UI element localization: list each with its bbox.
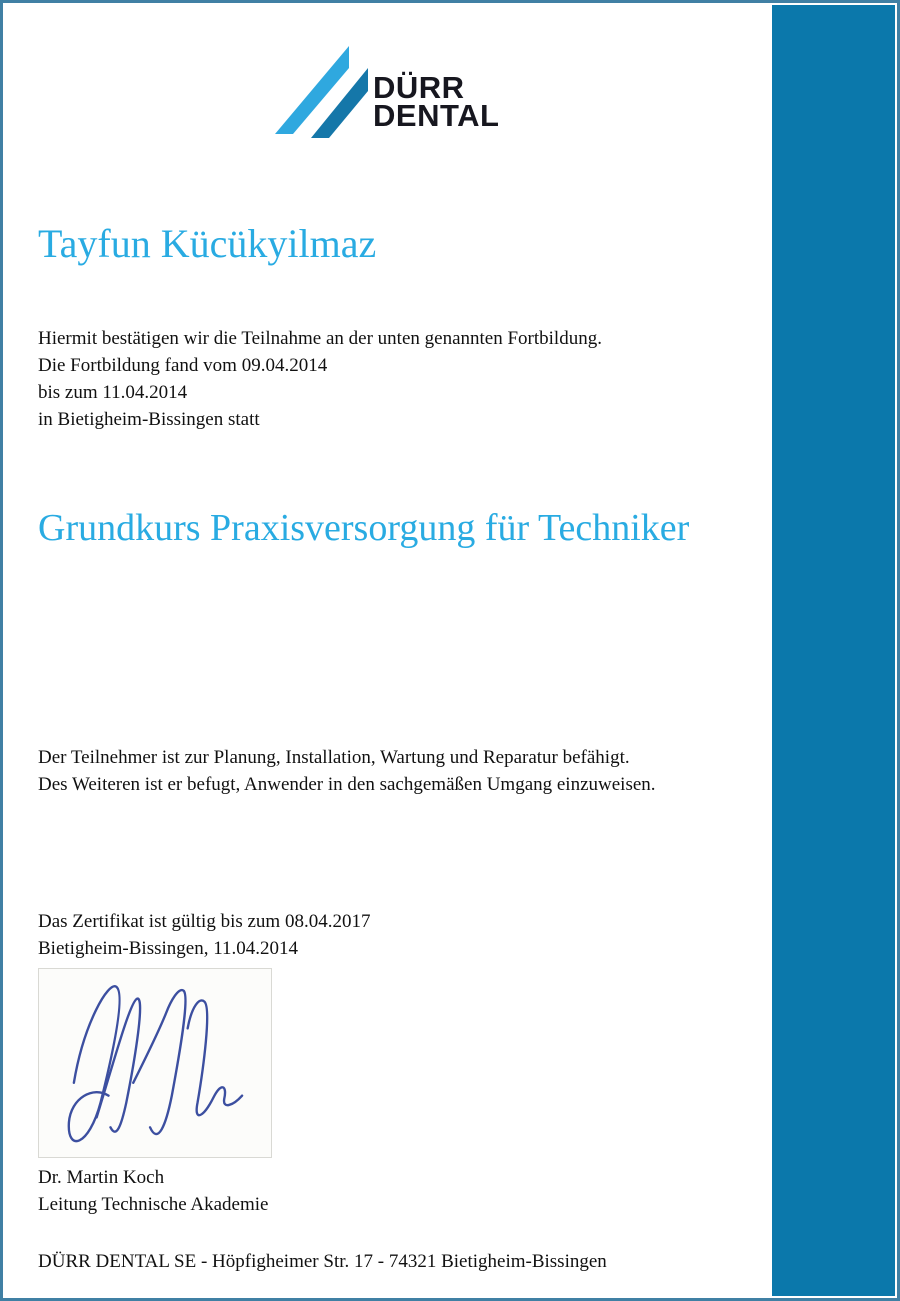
signer-name: Dr. Martin Koch: [38, 1167, 165, 1188]
footer-address: DÜRR DENTAL SE - Höpfigheimer Str. 17 - 74321 Bietigheim-Bissingen: [38, 1251, 607, 1272]
right-blue-bar: [772, 5, 895, 1296]
handwritten-signature-icon: [39, 969, 271, 1157]
brand-name: [373, 70, 500, 133]
brand-name-line2: DENTAL: [373, 98, 500, 133]
qualification-text: [38, 744, 656, 798]
intro-line: Die Fortbildung fand vom 09.04.2014: [38, 355, 328, 376]
intro-line: bis zum 11.04.2014: [38, 382, 188, 403]
validity-text: [38, 908, 370, 962]
brand-logo: [275, 46, 505, 142]
qualification-line: Des Weiteren ist er befugt, Anwender in den sachgemäßen Umgang einzuweisen.: [38, 774, 656, 795]
intro-text: [38, 325, 602, 433]
validity-line: Das Zertifikat ist gültig bis zum 08.04.2017: [38, 911, 371, 932]
signature-image: [38, 968, 272, 1158]
signer-title: Leitung Technische Akademie: [38, 1194, 269, 1215]
intro-line: Hiermit bestätigen wir die Teilnahme an der unten genannten Fortbildung.: [38, 328, 602, 349]
course-title: Grundkurs Praxisversorgung für Techniker: [38, 507, 690, 549]
recipient-name: Tayfun Kücükyilmaz: [38, 221, 377, 266]
intro-line: in Bietigheim-Bissingen statt: [38, 409, 260, 430]
validity-line: Bietigheim-Bissingen, 11.04.2014: [38, 938, 299, 959]
signer-block: [38, 1164, 268, 1218]
qualification-line: Der Teilnehmer ist zur Planung, Installation, Wartung und Reparatur befähigt.: [38, 747, 630, 768]
brand-name-line1: DÜRR: [373, 70, 465, 105]
durr-dental-stripes-icon: [275, 46, 369, 140]
